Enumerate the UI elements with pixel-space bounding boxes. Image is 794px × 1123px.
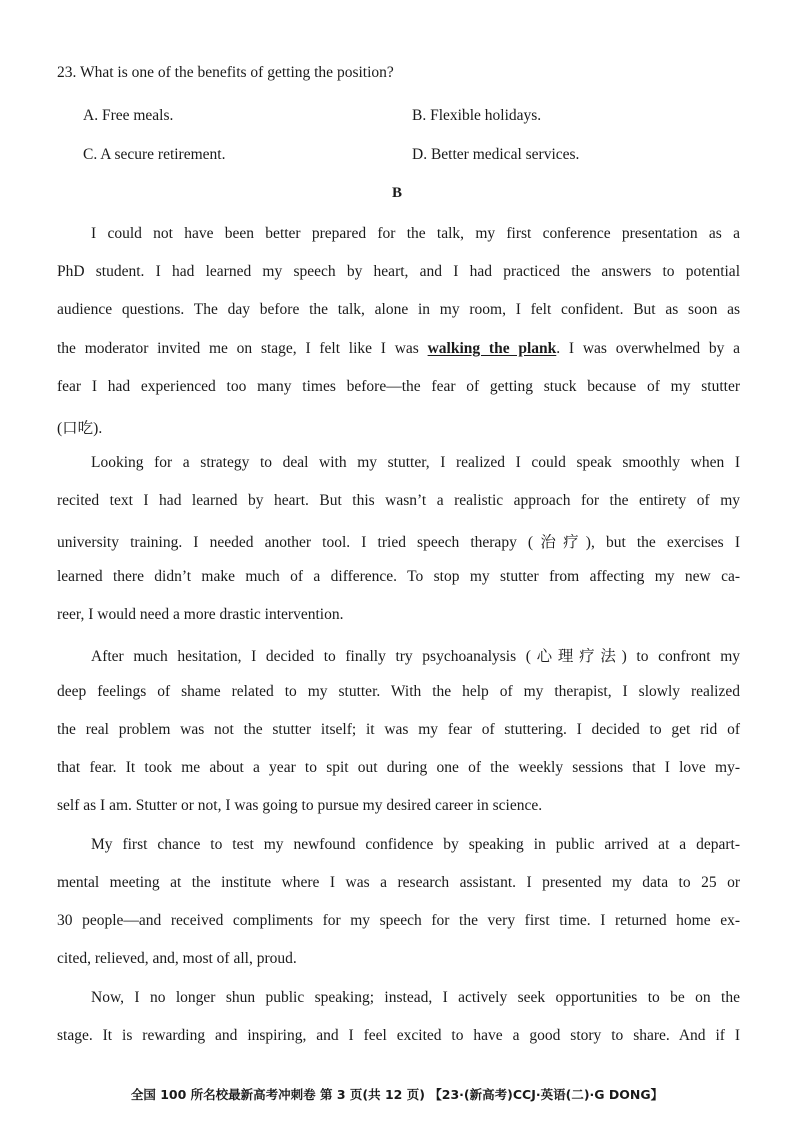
passage-line: learned there didn’t make much of a difference. To stop my stutter from affecting my new ca- <box>57 568 740 585</box>
passage-line: cited, relieved, and, most of all, proud. <box>57 950 297 967</box>
passage-line <box>57 340 740 358</box>
passage-line: recited text I had learned by heart. But this wasn’t a realistic approach for the entirety of my <box>57 492 740 509</box>
passage-line: My first chance to test my newfound confidence by speaking in public arrived at a depart- <box>91 836 740 853</box>
passage-line: self as I am. Stutter or not, I was going to pursue my desired career in science. <box>57 797 543 814</box>
section-label: B <box>392 185 403 201</box>
passage-text: . I was overwhelmed by a <box>556 340 740 357</box>
passage-line: After much hesitation, I decided to finally try psychoanalysis (心理疗法) to confront my <box>91 648 740 665</box>
passage-line: 30 people—and received compliments for my speech for the very first time. I returned home ex- <box>57 912 740 929</box>
page-footer: 全国 100 所名校最新高考冲刺卷 第 3 页(共 12 页) 【23·(新高考)CCJ·英语(二)·G DONG】 <box>130 1087 664 1102</box>
passage-line: university training. I needed another tool. I tried speech therapy (治疗), but the exercises I <box>57 534 740 551</box>
underlined-phrase: walking the plank <box>427 340 557 357</box>
passage-line: PhD student. I had learned my speech by heart, and I had practiced the answers to potential <box>57 263 740 280</box>
passage-line: that fear. It took me about a year to spit out during one of the weekly sessions that I love my- <box>57 759 740 776</box>
passage-line: audience questions. The day before the talk, alone in my room, I felt confident. But as soon as <box>57 301 740 318</box>
passage-line: reer, I would need a more drastic intervention. <box>57 606 344 623</box>
passage-line: Looking for a strategy to deal with my stutter, I realized I could speak smoothly when I <box>91 454 740 471</box>
passage-line: Now, I no longer shun public speaking; instead, I actively seek opportunities to be on the <box>91 989 740 1006</box>
passage-line: (口吃). <box>57 420 103 437</box>
question-text: 23. What is one of the benefits of getting the position? <box>57 64 394 81</box>
passage-line: mental meeting at the institute where I was a research assistant. I presented my data to 25 or <box>57 874 740 891</box>
passage-line: stage. It is rewarding and inspiring, and I feel excited to have a good story to share. And if I <box>57 1027 740 1044</box>
passage-line: deep feelings of shame related to my stutter. With the help of my therapist, I slowly realized <box>57 683 740 700</box>
option-d: D. Better medical services. <box>412 146 580 163</box>
passage-line: the real problem was not the stutter itself; it was my fear of stuttering. I decided to get rid of <box>57 721 740 738</box>
option-c: C. A secure retirement. <box>83 146 226 163</box>
option-a: A. Free meals. <box>83 107 174 124</box>
option-b: B. Flexible holidays. <box>412 107 542 124</box>
passage-text: the moderator invited me on stage, I felt like I was <box>57 340 428 357</box>
passage-line: I could not have been better prepared for the talk, my first conference presentation as a <box>91 225 740 242</box>
passage-line: fear I had experienced too many times before—the fear of getting stuck because of my stutter <box>57 378 740 395</box>
